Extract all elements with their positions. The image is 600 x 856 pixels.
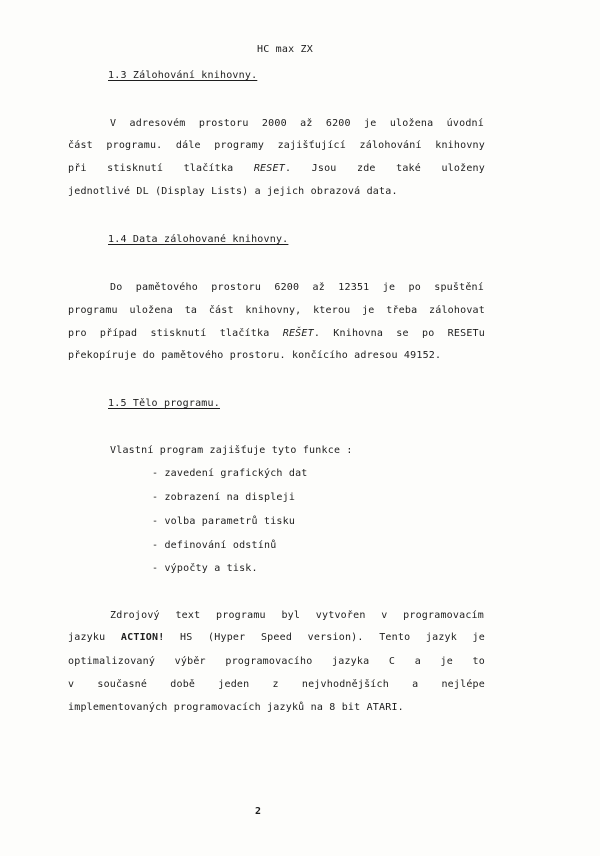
page-number: 2 xyxy=(255,806,262,817)
list-item: - zobrazení na displeji xyxy=(152,492,296,503)
paragraph-line: pro případ stisknutí tlačítka REŠET. Knihovna se po RESETu xyxy=(68,328,485,339)
paragraph-line: část programu. dále programy zajišťující zálohování knihovny xyxy=(68,140,485,151)
section-heading-1-5: 1.5 Tělo programu. xyxy=(108,398,220,409)
paragraph-line: Zdrojový text programu byl vytvořen v programovacím xyxy=(110,610,484,621)
paragraph-line: optimalizovaný výběr programovacího jazyka C a je to xyxy=(68,656,485,667)
paragraph-line: V adresovém prostoru 2000 až 6200 je uložena úvodní xyxy=(110,118,484,129)
page-header: HC max ZX xyxy=(257,44,313,55)
section-heading-1-4: 1.4 Data zálohované knihovny. xyxy=(108,234,289,245)
paragraph-line: programu uložena ta část knihovny, kterou je třeba zálohovat xyxy=(68,305,485,316)
list-item: - výpočty a tisk. xyxy=(152,563,258,574)
paragraph-line: Do pamětového prostoru 6200 až 12351 je po spuštění xyxy=(110,282,484,293)
reset-word: REŠET xyxy=(282,328,314,339)
paragraph-line: při stisknutí tlačítka RESET. Jsou zde také uloženy xyxy=(68,163,486,174)
reset-word: RESET xyxy=(253,163,285,174)
paragraph-line: v současné době jeden z nejvhodnějších a nejlépe xyxy=(68,679,485,690)
list-intro: Vlastní program zajišťuje tyto funkce : xyxy=(110,445,353,456)
list-item: - zavedení grafických dat xyxy=(152,468,308,479)
list-item: - volba parametrů tisku xyxy=(152,516,296,527)
action-word: ACTION! xyxy=(120,632,165,643)
paragraph-line: překopíruje do pamětového prostoru. končícího adresou 49152. xyxy=(68,350,442,361)
paragraph-line: implementovaných programovacích jazyků na 8 bit ATARI. xyxy=(68,702,404,713)
list-item: - definování odstínů xyxy=(152,540,277,551)
section-heading-1-3: 1.3 Zálohování knihovny. xyxy=(108,70,258,81)
paragraph-line: jazyku ACTION! HS (Hyper Speed version). Tento jazyk je xyxy=(68,632,485,643)
paragraph-line: jednotlivé DL (Display Lists) a jejich obrazová data. xyxy=(68,186,398,197)
